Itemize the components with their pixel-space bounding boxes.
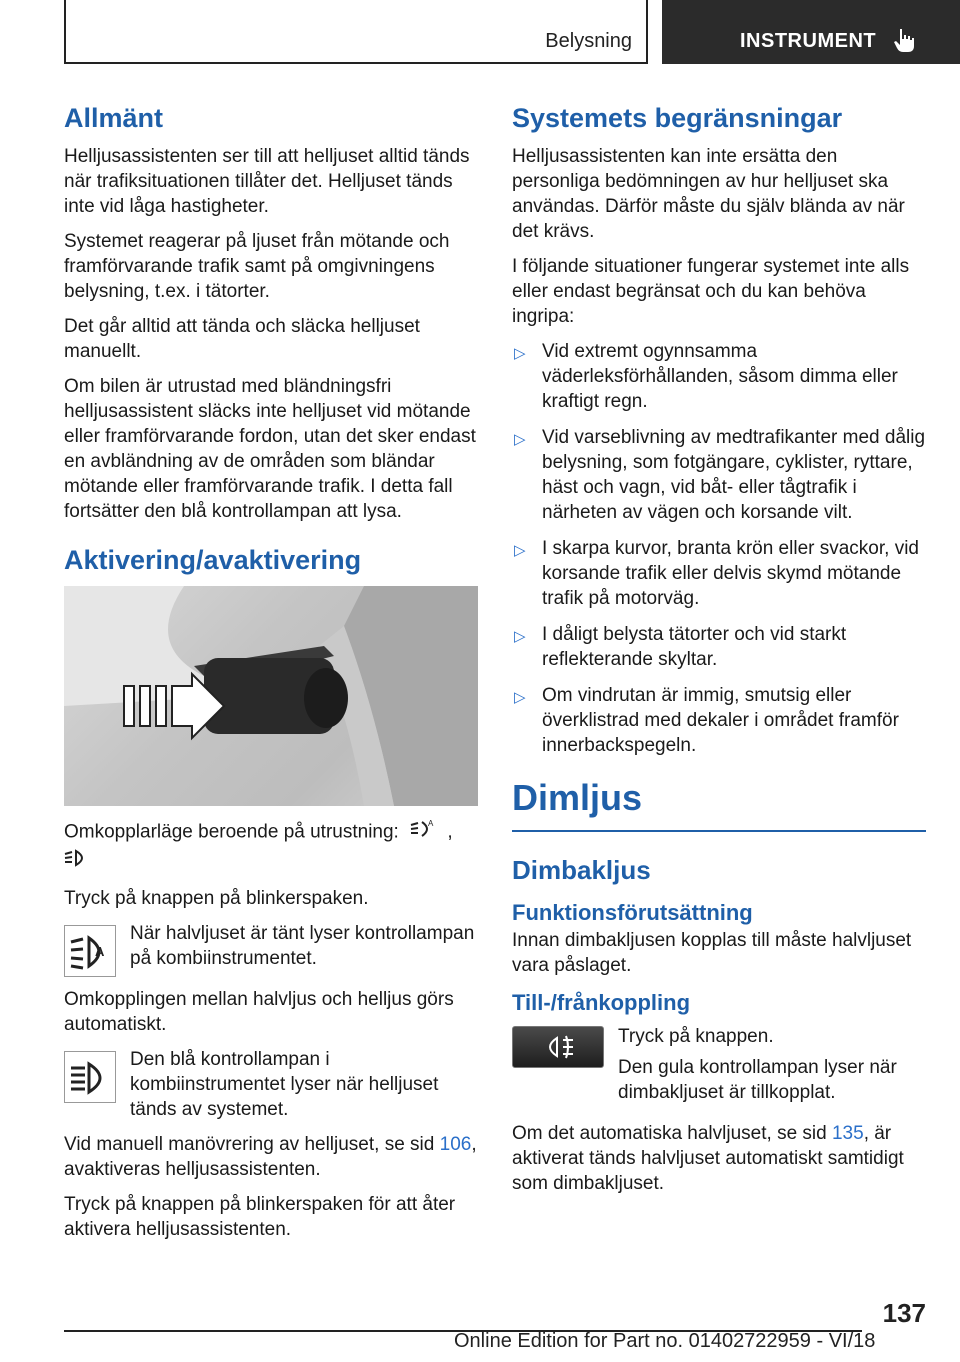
list-item-text: I dåligt belysta tätorter och vid starkt reflekterande skyltar.	[542, 624, 847, 670]
header-section-box	[64, 0, 648, 64]
paragraph: Tryck på knappen på blinkerspaken.	[64, 888, 369, 909]
section-title: Belysning	[545, 30, 632, 52]
high-beam-assist-indicator-icon	[64, 925, 116, 977]
list-item-text: Vid extremt ogynnsamma väderleksförhållanden, såsom dimma eller kraftigt regn.	[542, 341, 898, 412]
list-item	[512, 425, 926, 525]
page-link-135[interactable]: 135	[831, 1123, 864, 1144]
paragraph: Den gula kontrollampan lyser när dimbakljuset är tillkopplat.	[618, 1057, 897, 1103]
text-segment: , är aktiverat tänds halvljuset automatiskt samtidigt som dimbakljuset.	[512, 1123, 904, 1194]
edition-note: Online Edition for Part no. 01402722959 - VI/18	[454, 1330, 876, 1352]
bullet-triangle-icon: ▷	[514, 628, 526, 645]
bullet-triangle-icon: ▷	[514, 345, 526, 362]
paragraph: Systemet reagerar på ljuset från mötande och framförvarande trafik samt på omgivningens belysning, t.ex. i tätorter.	[64, 231, 450, 302]
separator: ,	[447, 821, 453, 843]
chapter-tab-label: INSTRUMENT	[740, 30, 877, 52]
svg-text:A: A	[95, 944, 105, 959]
bullet-triangle-icon: ▷	[514, 431, 526, 448]
heading-limitations: Systemets begränsningar	[512, 103, 843, 133]
paragraph: Tryck på knappen på blinkerspaken för att åter aktivera helljusassistenten.	[64, 1194, 456, 1240]
list-item-text: Om vindrutan är immig, smutsig eller överklistrad med dekaler i området framför innerbackspegeln.	[542, 685, 899, 756]
text-segment: Vid manuell manövrering av helljuset, se sid	[64, 1134, 440, 1155]
heading-function-requirement: Funktionsförutsättning	[512, 900, 753, 925]
text-segment: Om det automatiska halvljuset, se sid	[512, 1123, 832, 1144]
rear-fog-button-row	[512, 1024, 926, 1115]
page-number: 137	[882, 1298, 926, 1328]
list-item	[512, 683, 926, 758]
list-item-text: I skarpa kurvor, branta krön eller svackor, vid korsande trafik eller delvis skymd mötande trafik på motorväg.	[542, 538, 919, 609]
high-beam-assist-icon	[64, 847, 90, 876]
paragraph: Det går alltid att tända och släcka helljuset manuellt.	[64, 316, 420, 362]
limitations-list	[512, 339, 926, 758]
indicator-description: Den blå kontrollampan i kombiinstrumentet lyser när helljuset tänds av systemet.	[130, 1049, 439, 1120]
indicator-description: När halvljuset är tänt lyser kontrollampan på kombiinstrumentet.	[130, 923, 475, 969]
indicator-row	[64, 1047, 478, 1122]
text-segment: , avaktiveras helljusassistenten.	[64, 1134, 477, 1180]
list-item	[512, 536, 926, 611]
list-item	[512, 339, 926, 414]
svg-text:A: A	[428, 819, 434, 828]
indicator-row	[64, 921, 478, 977]
paragraph: I följande situationer fungerar systemet inte alls eller endast begränsat och du kan behöva ingripa:	[512, 256, 910, 327]
paragraph: Innan dimbakljusen kopplas till måste halvljuset vara påslaget.	[512, 930, 912, 976]
heading-activation: Aktivering/avaktivering	[64, 545, 362, 575]
paragraph: Helljusassistenten ser till att helljuset alltid tänds när trafiksituationen tillåter det. Helljuset tänds inte vid låga hastigheter.	[64, 146, 470, 217]
bullet-triangle-icon: ▷	[514, 542, 526, 559]
paragraph	[64, 1132, 478, 1182]
paragraph: Helljusassistenten kan inte ersätta den personliga bedömningen av hur helljuset ska användas. Därför måste du själv blända av när det krävs.	[512, 146, 905, 242]
heading-rear-fog: Dimbakljus	[512, 855, 651, 885]
pointing-hand-icon	[892, 26, 918, 59]
list-item	[512, 622, 926, 672]
paragraph	[512, 1121, 926, 1196]
heading-switch-on-off: Till-/frånkoppling	[512, 990, 691, 1015]
chapter-tab	[662, 0, 960, 64]
paragraph: Omkopplingen mellan halvljus och helljus görs automatiskt.	[64, 989, 454, 1035]
button-description	[618, 1024, 926, 1115]
left-column	[64, 100, 478, 1252]
heading-general: Allmänt	[64, 103, 164, 133]
right-column	[512, 100, 926, 1206]
switch-mode-text: Omkopplarläge beroende på utrustning:	[64, 821, 399, 843]
bullet-triangle-icon: ▷	[514, 689, 526, 706]
paragraph	[64, 818, 478, 876]
list-item-text: Vid varseblivning av medtrafikanter med dålig belysning, som fotgängare, cyklister, ryttare, häst och vagn, vid båt- eller tågtrafik i närheten av vägen och korsande vilt.	[542, 427, 926, 523]
paragraph: Tryck på knappen.	[618, 1026, 774, 1047]
high-beam-indicator-icon	[64, 1051, 116, 1103]
turn-signal-lever-photo	[64, 586, 478, 806]
heading-fog-lights: Dimljus	[512, 772, 926, 832]
page-link-106[interactable]: 106	[439, 1134, 472, 1155]
auto-high-beam-icon	[410, 818, 436, 847]
paragraph: Om bilen är utrustad med bländningsfri helljusassistent släcks inte helljuset vid mötande eller framförvarande fordon, utan det sker endast en avbländning av de områden som bländar mötande eller framförvarande trafik. I detta fall fortsätter den blå kontrollampan att lysa.	[64, 376, 476, 522]
